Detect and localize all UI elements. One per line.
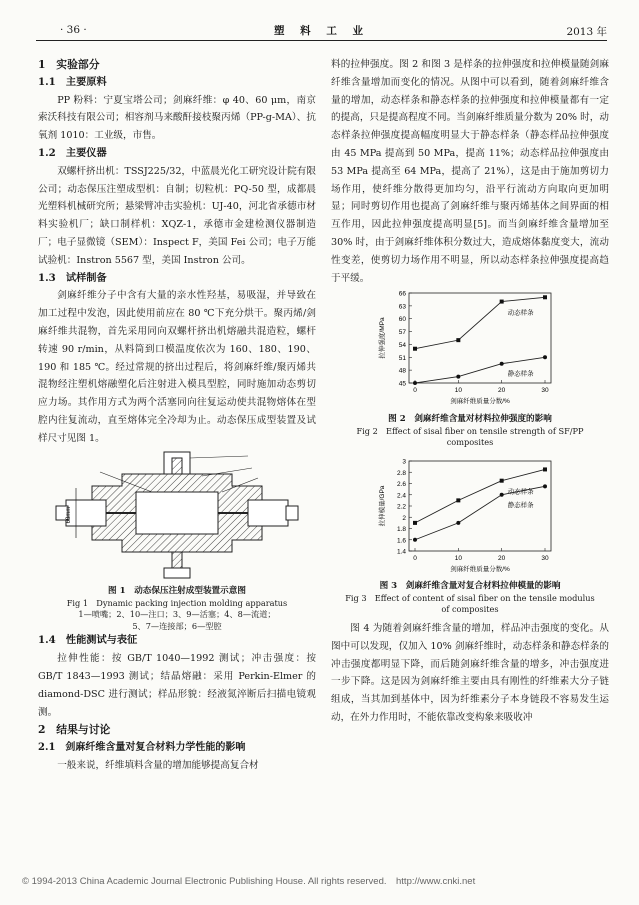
subsection-heading: 2.1 剑麻纤维含量对复合材料力学性能的影响 (38, 742, 246, 754)
figure-caption-en: of composites (441, 604, 499, 615)
figure-1 (38, 448, 316, 633)
section-heading: 2 结果与讨论 (38, 723, 111, 737)
x-tick-label: 30 (541, 387, 549, 395)
copyright-footer: © 1994-2013 China Academic Journal Electronic Publishing House. All rights reserved. http://www.cnki.net (22, 876, 476, 887)
data-point (413, 521, 417, 525)
y-axis-label: 拉伸强度/MPa (379, 317, 386, 359)
figure-caption: 图 2 剑麻纤维含量对材料拉伸强度的影响 (388, 414, 552, 425)
data-point (500, 492, 504, 496)
series-label: 动态样条 (507, 309, 534, 317)
series-label: 静态样条 (507, 371, 534, 379)
figure-caption-en: Fig 3 Effect of content of sisal fiber on the tensile modulus (345, 592, 595, 603)
x-axis-label: 剑麻纤维质量分数/% (450, 565, 510, 573)
section-heading: 1 实验部分 (38, 58, 100, 71)
y-tick-label: 66 (398, 290, 406, 298)
data-point (500, 362, 504, 366)
x-tick-label: 20 (498, 554, 506, 562)
data-point (413, 347, 417, 351)
apparatus-diagram (52, 448, 302, 580)
y-tick-label: 60 (398, 316, 406, 324)
plot-frame (409, 293, 551, 383)
series-line (415, 298, 545, 349)
figure-caption-en: composites (446, 437, 494, 448)
paragraph: 剑麻纤维分子中含有大量的亲水性羟基，易吸湿，并导致在加工过程中发泡，因此使用前应在 80 ℃下充分烘干。聚丙烯/剑麻纤维共混物，首先采用同向双螺杆挤出机熔融共混造粒，螺杆转速 90 r/min，从料筒到口模温度依次为 160、180、190、190 和 185 ℃。经过常规的挤出过程后，将剑麻纤维/聚丙烯共混物经注塑机熔融塑化后注射进入模具型腔，同时施加动态剪切应力场。其作用方式为两个活塞同向往复运动使共混物熔体在型腔内往复流动，直至熔体完全冷却为止。动态保压成型装置及试样尺寸见图 1。 (38, 290, 316, 444)
figure-caption-en: Fig 2 Effect of sisal fiber on tensile strength of SF/PP (356, 425, 584, 436)
journal-title: 塑 料 工 业 (274, 25, 369, 37)
y-tick-label: 1.6 (396, 536, 406, 544)
figure-caption: 图 3 剑麻纤维含量对复合材料拉伸模量的影响 (379, 581, 561, 592)
x-tick-label: 10 (454, 387, 462, 395)
y-tick-label: 2.2 (396, 503, 406, 511)
data-point (456, 498, 460, 502)
data-point (413, 381, 417, 385)
data-point (543, 467, 547, 471)
data-point (413, 537, 417, 541)
y-tick-label: 3 (402, 458, 406, 466)
paragraph: 料的拉伸强度。图 2 和图 3 是样条的拉伸强度和拉伸模量随剑麻纤维含量增加而变化的情况。从图中可以看到，随着剑麻纤维含量的增加，动态样条和静态样条的拉伸强度和拉伸模量都有一定的提高，只是提高程度不同。当剑麻纤维质量分数为 20% 时，动态样条拉伸强度提高幅度明显大于静态样条（静态样品拉伸强度由 45 MPa 提高到 50 MPa，提高 11%；动态样品拉伸强度由 53 MPa 提高至 64 MPa，提高了 21%），这是由于施加剪切力场作用，使纤维分散得更加均匀，沿平行流动方向取向更加明显；同时剪切作用也提高了剑麻纤维与聚丙烯基体之间界面的相互作用，因此拉伸强度提高明显[5]。而当剑麻纤维含量增加至 30% 时，由于剑麻纤维体积分数过大，造成熔体黏度变大，流动性变差，使剪切力场作用不明显，所以动态样条拉伸强度提高趋于平缓。 (331, 59, 609, 284)
paragraph: 拉伸性能：按 GB/T 1040—1992 测试；冲击强度：按 GB/T 1843—1993 测试；结晶熔融：采用 Perkin-Elmer 的 diamond-DSC 进行测试；样品形貌：经液氮淬断后扫描电镜观测。 (38, 653, 316, 718)
x-tick-label: 20 (498, 387, 506, 395)
series-label: 静态样条 (507, 501, 534, 509)
y-tick-label: 1.4 (396, 548, 406, 556)
x-tick-label: 0 (413, 554, 417, 562)
y-tick-label: 2.8 (396, 469, 406, 477)
data-point (543, 296, 547, 300)
x-tick-label: 10 (454, 554, 462, 562)
y-tick-label: 54 (398, 342, 406, 350)
data-point (500, 300, 504, 304)
tensile-strength-chart (375, 287, 565, 407)
y-tick-label: 2.4 (396, 491, 406, 499)
data-point (500, 478, 504, 482)
x-axis-label: 剑麻纤维质量分数/% (450, 398, 510, 406)
data-point (456, 339, 460, 343)
tensile-modulus-chart (375, 455, 565, 575)
figure-2 (331, 287, 609, 448)
paragraph: PP 粉料：宁夏宝塔公司；剑麻纤维：φ 40、60 μm，南京索沃科技有限公司；相容剂马来酸酐接枝聚丙烯（PP-g-MA）、抗氧剂 1010：工业级，市售。 (38, 94, 316, 142)
paragraph: 图 4 为随着剑麻纤维含量的增加，样品冲击强度的变化。从图中可以发现，仅加入 10% 剑麻纤维时，动态样条和静态样条的冲击强度都明显下降，而后随剑麻纤维含量的增多，冲击强度进一步下降。这是因为剑麻纤维主要由具有刚性的纤维素大分子链组成，当其加到基体中，因为纤维素分子本身链段不容易发生运动，在外力作用时，不能依靠改变构象来吸收冲 (331, 622, 609, 723)
subsection-heading: 1.4 性能测试与表征 (38, 634, 138, 647)
figure-caption-en: Fig 1 Dynamic packing injection molding apparatus (66, 597, 288, 608)
data-point (543, 356, 547, 360)
right-column (331, 56, 609, 727)
y-tick-label: 2.6 (396, 480, 406, 488)
subsection-heading: 1.3 试样制备 (38, 271, 107, 284)
journal-year: 2013 年 (566, 26, 607, 38)
y-tick-label: 51 (398, 355, 406, 363)
y-tick-label: 1.8 (396, 525, 406, 533)
paragraph: 双螺杆挤出机：TSSJ225/32，中蓝晨光化工研究设计院有限公司；动态保压注塑成型机：自制；切粒机：PQ-50 型，成都晨光塑料机械研究所；悬梁臂冲击实验机：UJ-40，河北省承德市材料实验机厂；缺口制样机：XQZ-1，承德市金建检测仪器制造厂；电子显微镜（SEM）：Inspect F，美国 Fei 公司；电子万能试验机：Instron 5567 型，美国 Instron 公司。 (38, 165, 316, 266)
left-column (38, 56, 316, 775)
y-tick-label: 2 (402, 514, 406, 522)
figure-legend: 5、7—连接部；6—型腔 (132, 620, 222, 631)
paragraph: 一般来说，纤维填料含量的增加能够提高复合材 (57, 759, 259, 771)
dimension-label: 68mm (66, 506, 72, 523)
data-point (456, 521, 460, 525)
data-point (456, 375, 460, 379)
running-header (36, 20, 607, 41)
data-point (543, 484, 547, 488)
x-tick-label: 0 (413, 387, 417, 395)
subsection-heading: 1.2 主要仪器 (38, 146, 107, 159)
y-tick-label: 57 (398, 329, 406, 337)
x-tick-label: 30 (541, 554, 549, 562)
figure-3 (331, 455, 609, 616)
y-tick-label: 48 (398, 368, 406, 376)
series-line (415, 469, 545, 522)
series-label: 动态样条 (507, 488, 534, 496)
figure-caption: 图 1 动态保压注射成型装置示意图 (108, 586, 246, 597)
subsection-heading: 1.1 主要原料 (38, 75, 107, 88)
y-axis-label: 拉伸模量/GPa (379, 485, 386, 527)
page-number: · 36 · (60, 24, 87, 36)
figure-legend: 1—喷嘴；2、10—注口；3、9—活塞；4、8—流道； (78, 609, 276, 620)
y-tick-label: 45 (398, 380, 406, 388)
y-tick-label: 63 (398, 303, 406, 311)
